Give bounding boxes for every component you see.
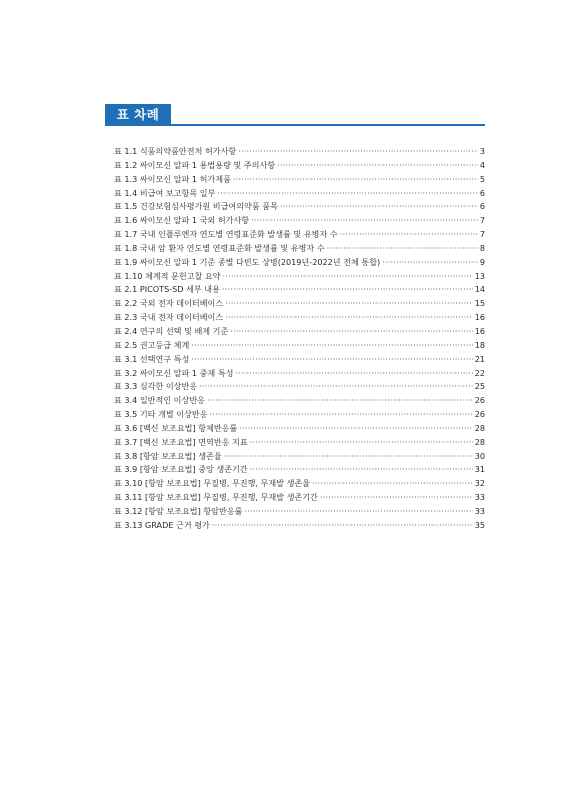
toc-leader-dots [277, 159, 478, 173]
toc-entry[interactable] [114, 339, 485, 353]
toc-entry-page-number: 3 [479, 146, 485, 156]
toc-entry[interactable] [114, 214, 485, 228]
toc-entry-page-number: 14 [474, 284, 485, 295]
toc-entry-label: 표 3.7 [백신 보조요법] 면역반응 지표 [114, 436, 248, 447]
toc-leader-dots [280, 200, 478, 214]
toc-leader-dots [239, 422, 472, 436]
toc-entry[interactable] [114, 297, 485, 311]
toc-entry[interactable] [114, 353, 485, 367]
toc-entry-page-number: 28 [474, 422, 485, 433]
toc-entry-label: 표 1.3 싸이모신 알파 1 허가제품 [114, 173, 231, 184]
toc-entry-page-number: 21 [474, 353, 485, 364]
toc-entry[interactable] [114, 477, 485, 491]
toc-entry-label: 표 2.5 권고등급 체계 [114, 339, 190, 350]
toc-entry-label: 표 2.3 국내 전자 데이터베이스 [114, 312, 224, 323]
toc-leader-dots [251, 214, 478, 228]
toc-entry[interactable] [114, 270, 485, 284]
toc-entry-label: 표 3.12 [항암 보조요법] 항암반응률 [114, 505, 243, 516]
toc-entry[interactable] [114, 436, 485, 450]
toc-entry-page-number: 8 [479, 242, 485, 253]
toc-entry-page-number: 26 [474, 395, 485, 406]
toc-leader-dots [320, 491, 473, 505]
table-of-tables-list [114, 145, 485, 533]
toc-entry-label: 표 2.2 국외 전자 데이터베이스 [114, 298, 224, 309]
toc-entry-page-number: 22 [474, 367, 485, 378]
toc-entry[interactable] [114, 325, 485, 339]
toc-leader-dots [225, 297, 473, 311]
toc-leader-dots [225, 311, 473, 325]
toc-entry-page-number: 15 [474, 298, 485, 309]
toc-entry-label: 표 3.3 심각한 이상반응 [114, 381, 198, 392]
toc-leader-dots [191, 339, 472, 353]
toc-entry-page-number: 33 [474, 492, 485, 503]
toc-entry[interactable] [114, 200, 485, 214]
toc-entry-page-number: 6 [479, 187, 485, 198]
toc-leader-dots [250, 436, 473, 450]
toc-leader-dots [312, 477, 473, 491]
header-divider [105, 124, 485, 126]
toc-entry-page-number: 26 [474, 409, 485, 420]
toc-leader-dots [223, 270, 473, 284]
toc-entry-page-number: 25 [474, 381, 485, 392]
toc-entry-label: 표 1.6 싸이모신 알파 1 국외 허가사항 [114, 215, 250, 226]
toc-entry[interactable] [114, 408, 485, 422]
toc-entry[interactable] [114, 187, 485, 201]
toc-leader-dots [250, 463, 473, 477]
toc-entry-label: 표 3.5 기타 개별 이상반응 [114, 409, 208, 420]
toc-entry[interactable] [114, 242, 485, 256]
toc-entry-label: 표 1.5 건강보험심사평가원 비급여의약품 품목 [114, 201, 278, 212]
toc-entry-label: 표 3.4 일반적인 이상반응 [114, 395, 205, 406]
toc-leader-dots [238, 145, 478, 159]
toc-entry-page-number: 30 [474, 450, 485, 461]
toc-entry[interactable] [114, 505, 485, 519]
toc-entry-label: 표 1.2 싸이모신 알파 1 용법용량 및 주의사항 [114, 159, 276, 170]
toc-entry-label: 표 1.10 체계적 문헌고찰 요약 [114, 270, 221, 281]
toc-entry-page-number: 7 [479, 229, 485, 240]
toc-entry-label: 표 2.1 PICOTS-SD 세부 내용 [114, 284, 220, 295]
toc-entry-label: 표 1.8 국내 암 환자 연도별 연령표준화 발생률 및 유병자 수 [114, 242, 325, 253]
toc-entry[interactable] [114, 422, 485, 436]
toc-entry-page-number: 18 [474, 339, 485, 350]
toc-entry-label: 표 3.8 [항암 보조요법] 생존율 [114, 450, 222, 461]
toc-leader-dots [210, 408, 473, 422]
toc-entry-page-number: 13 [474, 270, 485, 281]
toc-entry-page-number: 9 [479, 256, 485, 267]
toc-entry[interactable] [114, 173, 485, 187]
toc-entry-label: 표 1.4 비급여 보고항목 일부 [114, 187, 216, 198]
toc-entry[interactable] [114, 450, 485, 464]
toc-leader-dots [199, 380, 473, 394]
toc-leader-dots [212, 519, 473, 533]
toc-entry-label: 표 3.13 GRADE 근거 평가 [114, 519, 210, 530]
toc-entry-page-number: 5 [479, 173, 485, 184]
section-title: 표 차례 [116, 107, 160, 122]
toc-entry-label: 표 1.7 국내 인플루엔자 연도별 연령표준화 발생률 및 유병자 수 [114, 229, 338, 240]
toc-entry-page-number: 33 [474, 505, 485, 516]
toc-leader-dots [224, 450, 473, 464]
toc-leader-dots [244, 505, 472, 519]
toc-entry[interactable] [114, 380, 485, 394]
toc-entry-page-number: 16 [474, 312, 485, 323]
toc-leader-dots [222, 283, 473, 297]
toc-entry-page-number: 16 [474, 325, 485, 336]
toc-entry[interactable] [114, 491, 485, 505]
toc-entry-label: 표 3.6 [백신 보조요법] 항체반응률 [114, 422, 238, 433]
toc-entry[interactable] [114, 311, 485, 325]
toc-entry[interactable] [114, 145, 485, 159]
toc-entry-page-number: 35 [474, 519, 485, 530]
toc-entry[interactable] [114, 463, 485, 477]
toc-entry-page-number: 32 [474, 478, 485, 489]
toc-entry-label: 표 1.9 싸이모신 알파 1 기준 종별 다빈도 상병(2019년-2022년 전체 통합) [114, 256, 381, 267]
toc-entry[interactable] [114, 394, 485, 408]
toc-entry[interactable] [114, 228, 485, 242]
toc-leader-dots [191, 353, 472, 367]
toc-entry-label: 표 3.10 [항암 보조요법] 무질병, 무진행, 무재발 생존율 [114, 478, 311, 489]
toc-entry-label: 표 1.1 식품의약품안전처 허가사항 [114, 146, 237, 156]
toc-entry-page-number: 28 [474, 436, 485, 447]
toc-leader-dots [207, 394, 473, 408]
toc-entry-label: 표 3.2 싸이모신 알파 1 중재 특성 [114, 367, 234, 378]
toc-entry-label: 표 2.4 연구의 선택 및 배제 기준 [114, 325, 229, 336]
toc-entry-page-number: 31 [474, 464, 485, 475]
toc-entry-page-number: 4 [479, 159, 485, 170]
toc-leader-dots [340, 228, 478, 242]
toc-entry-label: 표 3.9 [항암 보조요법] 중앙 생존기간 [114, 464, 248, 475]
toc-entry-label: 표 3.11 [항암 보조요법] 무질병, 무진행, 무재발 생존기간 [114, 492, 318, 503]
toc-leader-dots [382, 256, 478, 270]
toc-entry[interactable] [114, 519, 485, 533]
toc-entry[interactable] [114, 159, 485, 173]
toc-entry-label: 표 3.1 선택연구 특성 [114, 353, 190, 364]
toc-leader-dots [327, 242, 478, 256]
section-header-badge [105, 104, 171, 125]
toc-leader-dots [235, 367, 472, 381]
toc-entry[interactable] [114, 367, 485, 381]
toc-entry-page-number: 6 [479, 201, 485, 212]
toc-entry-page-number: 7 [479, 215, 485, 226]
toc-leader-dots [233, 173, 478, 187]
toc-leader-dots [217, 187, 477, 201]
toc-leader-dots [230, 325, 472, 339]
toc-entry[interactable] [114, 256, 485, 270]
toc-entry[interactable] [114, 283, 485, 297]
